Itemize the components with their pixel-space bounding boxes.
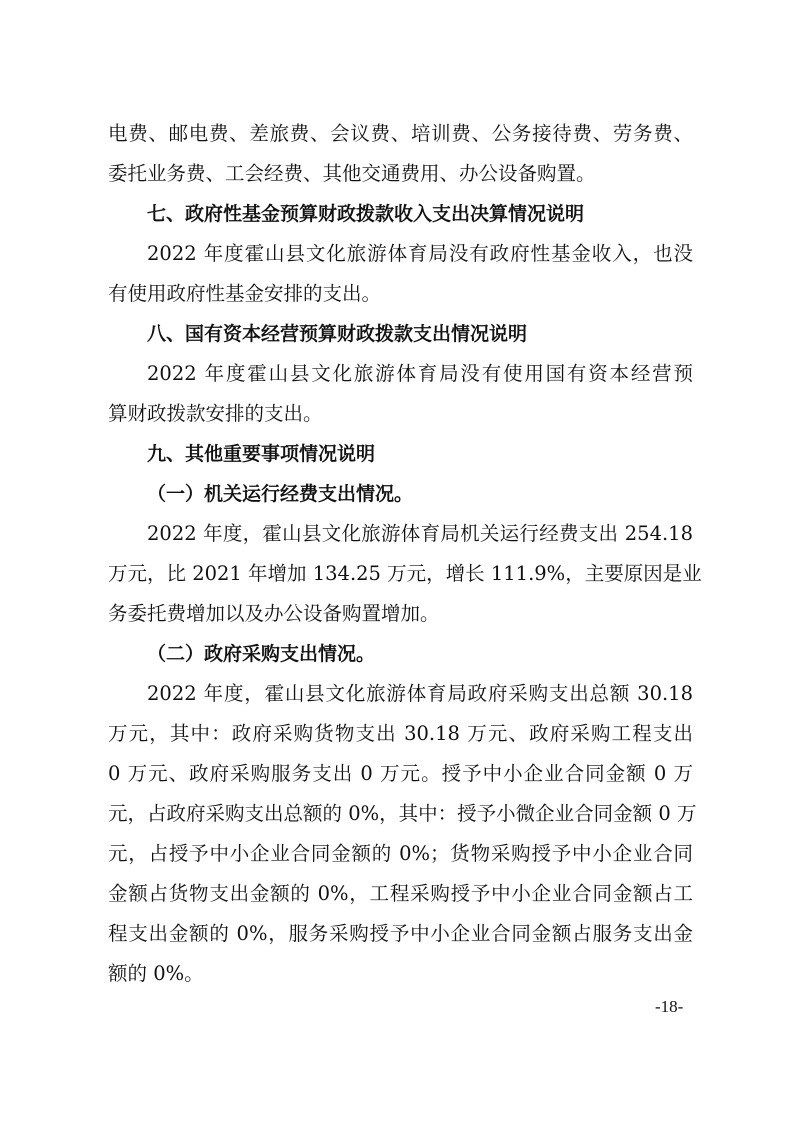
body-text-line: 2022 年度，霍山县文化旅游体育局政府采购支出总额 30.18 [147,682,693,705]
section-heading-9: 九、其他重要事项情况说明 [147,443,376,465]
body-text-line: 2022 年度霍山县文化旅游体育局没有政府性基金收入，也没 [147,242,693,265]
section-heading-8: 八、国有资本经营预算财政拨款支出情况说明 [147,323,528,345]
section-heading-7: 七、政府性基金预算财政拨款收入支出决算情况说明 [147,203,585,225]
body-text-line: 额的 0%。 [108,962,204,985]
body-text-line: 2022 年度霍山县文化旅游体育局没有使用国有资本经营预 [147,362,693,385]
body-text-line: 0 万元、政府采购服务支出 0 万元。授予中小企业合同金额 0 万 [108,762,693,785]
body-text-line: 元，占授予中小企业合同金额的 0%；货物采购授予中小企业合同 [108,842,693,865]
body-text-line: 委托业务费、工会经费、其他交通费用、办公设备购置。 [108,162,596,185]
body-text-line: 有使用政府性基金安排的支出。 [108,282,382,305]
subsection-heading-1: （一）机关运行经费支出情况。 [147,483,414,505]
body-text-line: 金额占货物支出金额的 0%，工程采购授予中小企业合同金额占工 [108,882,693,905]
body-text-line: 元，占政府采购支出总额的 0%，其中：授予小微企业合同金额 0 万 [108,802,697,825]
subsection-heading-2: （二）政府采购支出情况。 [147,643,376,665]
body-text-line: 程支出金额的 0%，服务采购授予中小企业合同金额占服务支出金 [108,922,693,945]
body-text-line: 万元，其中：政府采购货物支出 30.18 万元、政府采购工程支出 [108,722,693,745]
body-text-line: 2022 年度，霍山县文化旅游体育局机关运行经费支出 254.18 [147,522,693,545]
body-text-line: 万元，比 2021 年增加 134.25 万元，增长 111.9%，主要原因是业 [108,562,702,585]
body-text-line: 务委托费增加以及办公设备购置增加。 [108,602,440,625]
body-text-line: 算财政拨款安排的支出。 [108,402,323,425]
body-text-line: 电费、邮电费、差旅费、会议费、培训费、公务接待费、劳务费、 [108,122,693,145]
page-number: -18- [655,997,684,1016]
